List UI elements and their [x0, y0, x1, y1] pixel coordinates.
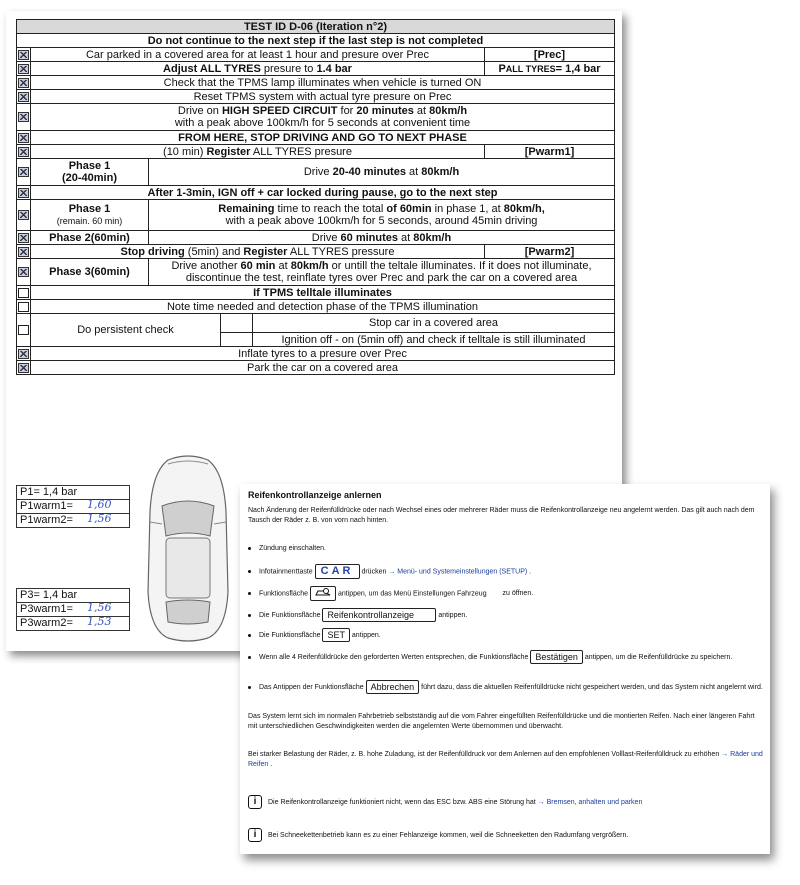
step-text: If TPMS telltale illuminates — [31, 286, 615, 300]
p3-pressure-box — [16, 588, 130, 631]
checkbox-checked[interactable] — [18, 363, 29, 373]
phase-label: Phase 2(60min) — [31, 231, 149, 245]
list-item: Das Antippen der Funktionsfläche Abbrechen führt dazu, dass die aktuellen Reifenfülldrücke nicht gespeichert werden, und das System nicht angelernt wird. — [248, 680, 763, 694]
manual-page — [240, 484, 770, 854]
persistent-check-label: Do persistent check — [31, 314, 221, 347]
p3-value: P3= 1,4 bar — [17, 589, 129, 603]
reifenkontrollanzeige-button[interactable]: Reifenkontrollanzeige — [322, 608, 436, 622]
handwritten-value: 1,56 — [87, 512, 112, 525]
checkbox-checked[interactable] — [18, 247, 29, 257]
handwritten-value: 1,60 — [87, 498, 112, 511]
step-text: Car parked in a covered area for at least 1 hour and presure over Prec — [31, 48, 485, 62]
list-item: Zündung einschalten. — [248, 544, 763, 554]
step-text: Drive 60 minutes at 80km/h — [149, 231, 615, 245]
checkbox-checked[interactable] — [18, 233, 29, 243]
step-text: (10 min) Register ALL TYRES presure — [31, 145, 485, 159]
set-button[interactable]: SET — [322, 628, 350, 642]
manual-paragraph: Das System lernt sich im normalen Fahrbetrieb selbstständig auf die vom Fahrer eingefüllten Reifenfülldrücke und die montierten Reifen. Nach einer längeren Fahrt mit unterschiedlichen Geschwindigkeiten werden die angelernten Werte übernommen und überwacht. — [248, 713, 755, 730]
pwarm2-tag: [Pwarm2] — [485, 245, 615, 259]
step-text: Stop car in a covered area — [253, 314, 615, 333]
sub-checkbox-cell[interactable] — [221, 333, 253, 347]
checkbox-checked[interactable] — [18, 112, 29, 122]
step-text: Remaining time to reach the total of 60min in phase 1, at 80km/h, with a peak above 100km/h for 5 seconds, around 45min driving — [149, 200, 615, 231]
checkbox-checked[interactable] — [18, 64, 29, 74]
checkbox-checked[interactable] — [18, 50, 29, 60]
checkbox-checked[interactable] — [18, 147, 29, 157]
phase-label: Phase 1 (20-40min) — [31, 159, 149, 186]
step-text: Stop driving (5min) and Register ALL TYRES pressure — [31, 245, 485, 259]
form-title: TEST ID D-06 (Iteration n°2) — [17, 20, 615, 34]
test-form-table — [16, 19, 615, 375]
raeder-reifen-link[interactable]: → Räder und Reifen — [248, 751, 763, 768]
checkbox-unchecked[interactable] — [18, 288, 29, 298]
car-topview-icon — [138, 452, 238, 642]
setup-link[interactable]: → Menü- und Systemeinstellungen (SETUP) — [388, 568, 528, 576]
p1warm2-row: P1warm2= 1,56 — [20, 512, 112, 526]
checkbox-checked[interactable] — [18, 188, 29, 198]
info-note: i Bei Schneekettenbetrieb kann es zu einer Fehlanzeige kommen, weil die Schneeketten den Radumfang vergrößern. — [248, 828, 763, 842]
list-item: Die Funktionsfläche SET antippen. — [248, 628, 763, 642]
step-text: Drive on HIGH SPEED CIRCUIT for 20 minutes at 80km/h with a peak above 100km/h for 5 seconds at convenient time — [31, 104, 615, 131]
info-note: i Die Reifenkontrollanzeige funktioniert nicht, wenn das ESC bzw. ABS eine Störung hat → Bremsen, anhalten und parken — [248, 795, 763, 809]
checkbox-checked[interactable] — [18, 210, 29, 220]
p3warm2-row: P3warm2= 1,53 — [20, 615, 112, 629]
step-text: FROM HERE, STOP DRIVING AND GO TO NEXT PHASE — [31, 131, 615, 145]
phase-label: Phase 3(60min) — [31, 259, 149, 286]
car-gear-icon — [315, 587, 331, 597]
step-text: Drive another 60 min at 80km/h or untill the teltale illuminates. If it does not illuminate, discontinue the test, reinflate tyres over Prec and park the car on a covered area — [149, 259, 615, 286]
vehicle-settings-button[interactable] — [310, 586, 336, 601]
step-text: Ignition off - on (5min off) and check if telltale is still illuminated — [253, 333, 615, 347]
step-text: Adjust ALL TYRES presure to 1.4 bar — [31, 62, 485, 76]
phase-label: Phase 1 (remain. 60 min) — [31, 200, 149, 231]
step-text: Drive 20-40 minutes at 80km/h — [149, 159, 615, 186]
abbrechen-button[interactable]: Abbrechen — [366, 680, 420, 694]
p1-pressure-box — [16, 485, 130, 528]
checkbox-checked[interactable] — [18, 267, 29, 277]
checkbox-unchecked[interactable] — [18, 325, 29, 335]
step-text: Note time needed and detection phase of the TPMS illumination — [31, 300, 615, 314]
checkbox-checked[interactable] — [18, 167, 29, 177]
info-icon: i — [248, 828, 262, 842]
list-item: Die Funktionsfläche Reifenkontrollanzeige antippen. — [248, 608, 763, 622]
prec-tag: [Prec] — [485, 48, 615, 62]
checkbox-checked[interactable] — [18, 78, 29, 88]
step-text: Inflate tyres to a presure over Prec — [31, 347, 615, 361]
bremsen-link[interactable]: → Bremsen, anhalten und parken — [537, 798, 643, 806]
handwritten-value: 1,53 — [87, 615, 112, 628]
p1warm1-row: P1warm1= 1,60 — [17, 500, 129, 514]
step-text: Check that the TPMS lamp illuminates when vehicle is turned ON — [31, 76, 615, 90]
list-item: Wenn alle 4 Reifenfülldrücke den geforderten Werten entsprechen, die Funktionsfläche Bestätigen antippen, um die Reifenfülldrücke zu speichern. — [248, 650, 763, 664]
manual-paragraph: Bei starker Belastung der Räder, z. B. hohe Zuladung, ist der Reifenfülldruck vor dem Anlernen auf den empfohlenen Volllast-Reifenfülldruck zu erhöhen → Räder und Reifen . — [248, 751, 763, 768]
step-text: After 1-3min, IGN off + car locked during pause, go to the next step — [31, 186, 615, 200]
checkbox-checked[interactable] — [18, 349, 29, 359]
handwritten-value: 1,56 — [87, 601, 112, 614]
car-button[interactable]: CAR — [315, 564, 360, 579]
list-item: Funktionsfläche antippen, um das Menü Einstellungen Fahrzeug zu öffnen. — [248, 586, 763, 601]
list-item: Infotainmenttaste CAR drücken → Menü- und Systemeinstellungen (SETUP) . — [248, 564, 763, 579]
step-text: Park the car on a covered area — [31, 361, 615, 375]
info-icon: i — [248, 795, 262, 809]
pwarm1-tag: [Pwarm1] — [485, 145, 615, 159]
p3warm1-row: P3warm1= 1,56 — [17, 603, 129, 617]
sub-checkbox-cell[interactable] — [221, 314, 253, 333]
manual-heading: Reifenkontrollanzeige anlernen — [248, 490, 382, 500]
step-text: Reset TPMS system with actual tyre presure on Prec — [31, 90, 615, 104]
form-warning: Do not continue to the next step if the last step is not completed — [17, 34, 615, 48]
bestaetigen-button[interactable]: Bestätigen — [530, 650, 583, 664]
p1-value: P1= 1,4 bar — [17, 486, 129, 500]
checkbox-checked[interactable] — [18, 133, 29, 143]
checkbox-checked[interactable] — [18, 92, 29, 102]
pall-tag: PALL TYRES= 1,4 bar — [485, 62, 615, 76]
manual-intro: Nach Änderung der Reifenfülldrücke oder nach Wechsel eines oder mehrerer Räder muss die Reifenkontrollanzeige neu angelernt werden. Das gilt auch nach dem Tausch der Räder z. B. von vorn nach hinten. — [248, 507, 755, 524]
checkbox-unchecked[interactable] — [18, 302, 29, 312]
